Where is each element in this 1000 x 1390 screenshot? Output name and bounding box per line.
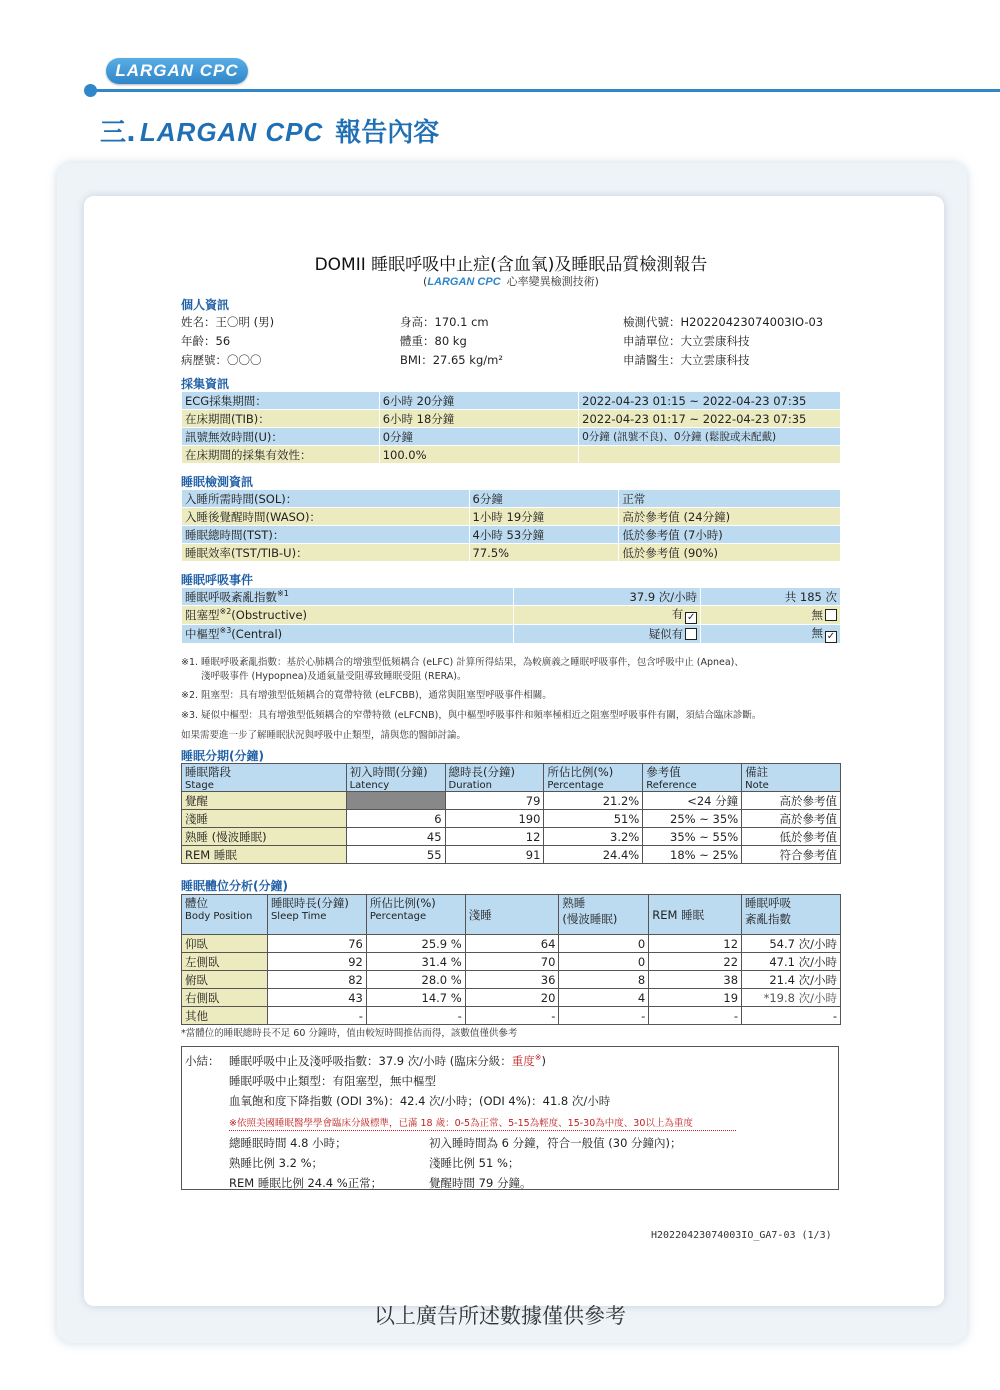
obstructive-yes-checkbox: ✓ (686, 612, 696, 623)
report-title: DOMII 睡眠呼吸中止症(含血氧)及睡眠品質檢測報告 (314, 255, 708, 275)
patient-bmi: BMI：27.65 kg/m² (400, 353, 503, 367)
summary-total-sleep: 總睡眠時間 4.8 小時； (229, 1136, 347, 1150)
applying-doctor: 申請醫生：大立雲康科技 (623, 353, 750, 367)
table-row: 左側臥 92 31.4 % 70 0 22 47.1 次/小時 (182, 953, 841, 971)
patient-age: 年齡：56 (181, 334, 231, 348)
event-note-1: ※1. 睡眠呼吸紊亂指數：基於心肺耦合的增強型低頻耦合 (eLFC) 計算所得結果，為較廣義之睡眠呼吸事件，包含呼吸中止 (Apnea)、 (181, 657, 744, 668)
event-note-1b: 淺呼吸事件 (Hypopnea)及通氣量受阻導致睡眠受阻 (RERA)。 (201, 671, 467, 682)
ahi-value: 37.9 次/小時 (514, 588, 701, 606)
position-heading: 睡眠體位分析(分鐘) (181, 879, 288, 893)
collection-table (181, 391, 841, 464)
sleep-info-heading: 睡眠檢測資訊 (181, 475, 254, 489)
test-code: 檢測代號：H20220423074003IO-03 (623, 315, 824, 329)
summary-wake-time: 覺醒時間 79 分鐘。 (429, 1176, 532, 1190)
summary-rem-ratio: REM 睡眠比例 24.4 %正常； (229, 1176, 383, 1190)
table-row: 睡眠總時間(TST)： 4小時 53分鐘 低於參考值 (7小時) (182, 526, 841, 544)
table-row: 在床期間的採集有效性： 100.0% (182, 446, 841, 464)
table-row: 淺睡 6 190 51% 25% ~ 35% 高於參考值 (182, 810, 841, 828)
personal-heading: 個人資訊 (181, 298, 230, 312)
table-row: 入睡所需時間(SOL)： 6分鐘 正常 (182, 490, 841, 508)
patient-height: 身高：170.1 cm (400, 315, 489, 329)
table-row: 在床期間(TIB)： 6小時 18分鐘 2022-04-23 01:17 ~ 2022-04-23 07:35 (182, 410, 841, 428)
position-note: *當體位的睡眠總時長不足 60 分鐘時，值由較短時間推估而得，該數值僅供參考 (181, 1028, 518, 1039)
table-row: REM 睡眠 55 91 24.4% 18% ~ 25% 符合參考值 (182, 846, 841, 864)
summary-deep-ratio: 熟睡比例 3.2 %； (229, 1156, 324, 1170)
table-row: 睡眠效率(TST/TIB-U)： 77.5% 低於參考值 (90%) (182, 544, 841, 562)
table-header-row: 體位 Body Position 睡眠時長(分鐘) Sleep Time 所佔比例(%) Percentage 淺睡 熟睡 (慢波睡眠) REM 睡眠 睡眠呼吸 紊亂指數 (182, 895, 841, 935)
disclaimer-footer: 以上廣告所述數據僅供參考 (374, 1304, 626, 1328)
stages-heading: 睡眠分期(分鐘) (181, 749, 264, 763)
central-no-checkbox: ✓ (826, 631, 836, 642)
event-note-2: ※2. 阻塞型：具有增強型低頻耦合的寬帶特徵 (eLFCBB)，通常與阻塞型呼吸事件相關。 (181, 690, 552, 701)
patient-record: 病歷號：〇〇〇 (181, 353, 262, 367)
central-yes-checkbox (685, 628, 697, 640)
table-row: 入睡後覺醒時間(WASO)： 1小時 19分鐘 高於參考值 (24分鐘) (182, 508, 841, 526)
table-row: 其他 - - - - - - (182, 1007, 841, 1025)
section-number: 三. (100, 118, 136, 148)
summary-line-1: 睡眠呼吸中止及淺呼吸指數：37.9 次/小時 (臨床分級：重度※) (229, 1053, 546, 1068)
obstructive-no-checkbox (825, 609, 837, 621)
patient-weight: 體重：80 kg (400, 334, 467, 348)
summary-line-2: 睡眠呼吸中止類型：有阻塞型，無中樞型 (229, 1074, 436, 1088)
report-document (138, 210, 884, 1267)
subtitle-brand-logo: LARGAN CPC (427, 276, 501, 288)
patient-name: 姓名：王〇明 (男) (181, 315, 275, 329)
ahi-total: 共 185 次 (701, 588, 841, 606)
summary-label: 小結： (185, 1054, 220, 1068)
summary-divider (229, 1130, 736, 1131)
section-title: 報告內容 (335, 118, 440, 148)
table-row: 阻塞型$^{※2}$(Obstructive) 有 ✓ 無 (182, 606, 841, 625)
table-header-row: 睡眠階段 Stage 初入時間(分鐘) Latency 總時長(分鐘) Duration 所佔比例(%) Percentage 參考值 Reference 備註 Note (182, 764, 841, 792)
events-table (181, 587, 841, 644)
events-heading: 睡眠呼吸事件 (181, 573, 254, 587)
sleep-info-table (181, 489, 841, 562)
summary-latency: 初入睡時間為 6 分鐘，符合一般值 (30 分鐘內)； (429, 1136, 682, 1150)
collection-heading: 採集資訊 (181, 377, 230, 391)
header-rule (90, 89, 1000, 92)
table-row: 俯臥 82 28.0 % 36 8 38 21.4 次/小時 (182, 971, 841, 989)
position-table (181, 894, 841, 1025)
table-row: 仰臥 76 25.9 % 64 0 12 54.7 次/小時 (182, 935, 841, 953)
table-row: 中樞型$^{※3}$(Central) 疑似有 無 ✓ (182, 625, 841, 644)
heading-brand-logo: LARGAN CPC (139, 117, 324, 147)
applying-unit: 申請單位：大立雲康科技 (623, 334, 750, 348)
summary-light-ratio: 淺睡比例 51 %； (429, 1156, 520, 1170)
summary-grading-note: ※依照美國睡眠醫學學會臨床分級標準，已滿 18 歲：0-5為正常、5-15為輕度、15-30為中度、30以上為重度 (229, 1118, 693, 1129)
event-note-3: ※3. 疑似中樞型：具有增強型低頻耦合的窄帶特徵 (eLFCNB)，與中樞型呼吸事件和頻率極相近之阻塞型呼吸事件有關，須結合臨床診斷。 (181, 710, 762, 721)
report-subtitle: (LARGAN CPC 心率變異檢測技術) (423, 275, 599, 288)
table-row: 覺醒 79 21.2% <24 分鐘 高於參考值 (182, 792, 841, 810)
table-row: 熟睡 (慢波睡眠) 45 12 3.2% 35% ~ 55% 低於參考值 (182, 828, 841, 846)
table-row: 右側臥 43 14.7 % 20 4 19 *19.8 次/小時 (182, 989, 841, 1007)
section-heading (100, 112, 439, 149)
summary-box (181, 1046, 839, 1190)
summary-line-3: 血氧飽和度下降指數 (ODI 3%)：42.4 次/小時；(ODI 4%)：41.8 次/小時 (229, 1094, 611, 1108)
table-row: 睡眠呼吸紊亂指數$^{※1}$ 37.9 次/小時 共 185 次 (182, 588, 841, 606)
table-row: ECG採集期間： 6小時 20分鐘 2022-04-23 01:15 ~ 2022-04-23 07:35 (182, 392, 841, 410)
brand-logo-pill: LARGAN CPC (106, 58, 248, 84)
document-id: H20220423074003IO_GA7-03 (1/3) (651, 1230, 832, 1241)
stages-table (181, 763, 841, 864)
event-note-4: 如果需要進一步了解睡眠狀況與呼吸中止類型，請與您的醫師討論。 (181, 730, 467, 741)
table-row: 訊號無效時間(U)： 0分鐘 0分鐘 (訊號不良)、0分鐘 (鬆脫或未配戴) (182, 428, 841, 446)
